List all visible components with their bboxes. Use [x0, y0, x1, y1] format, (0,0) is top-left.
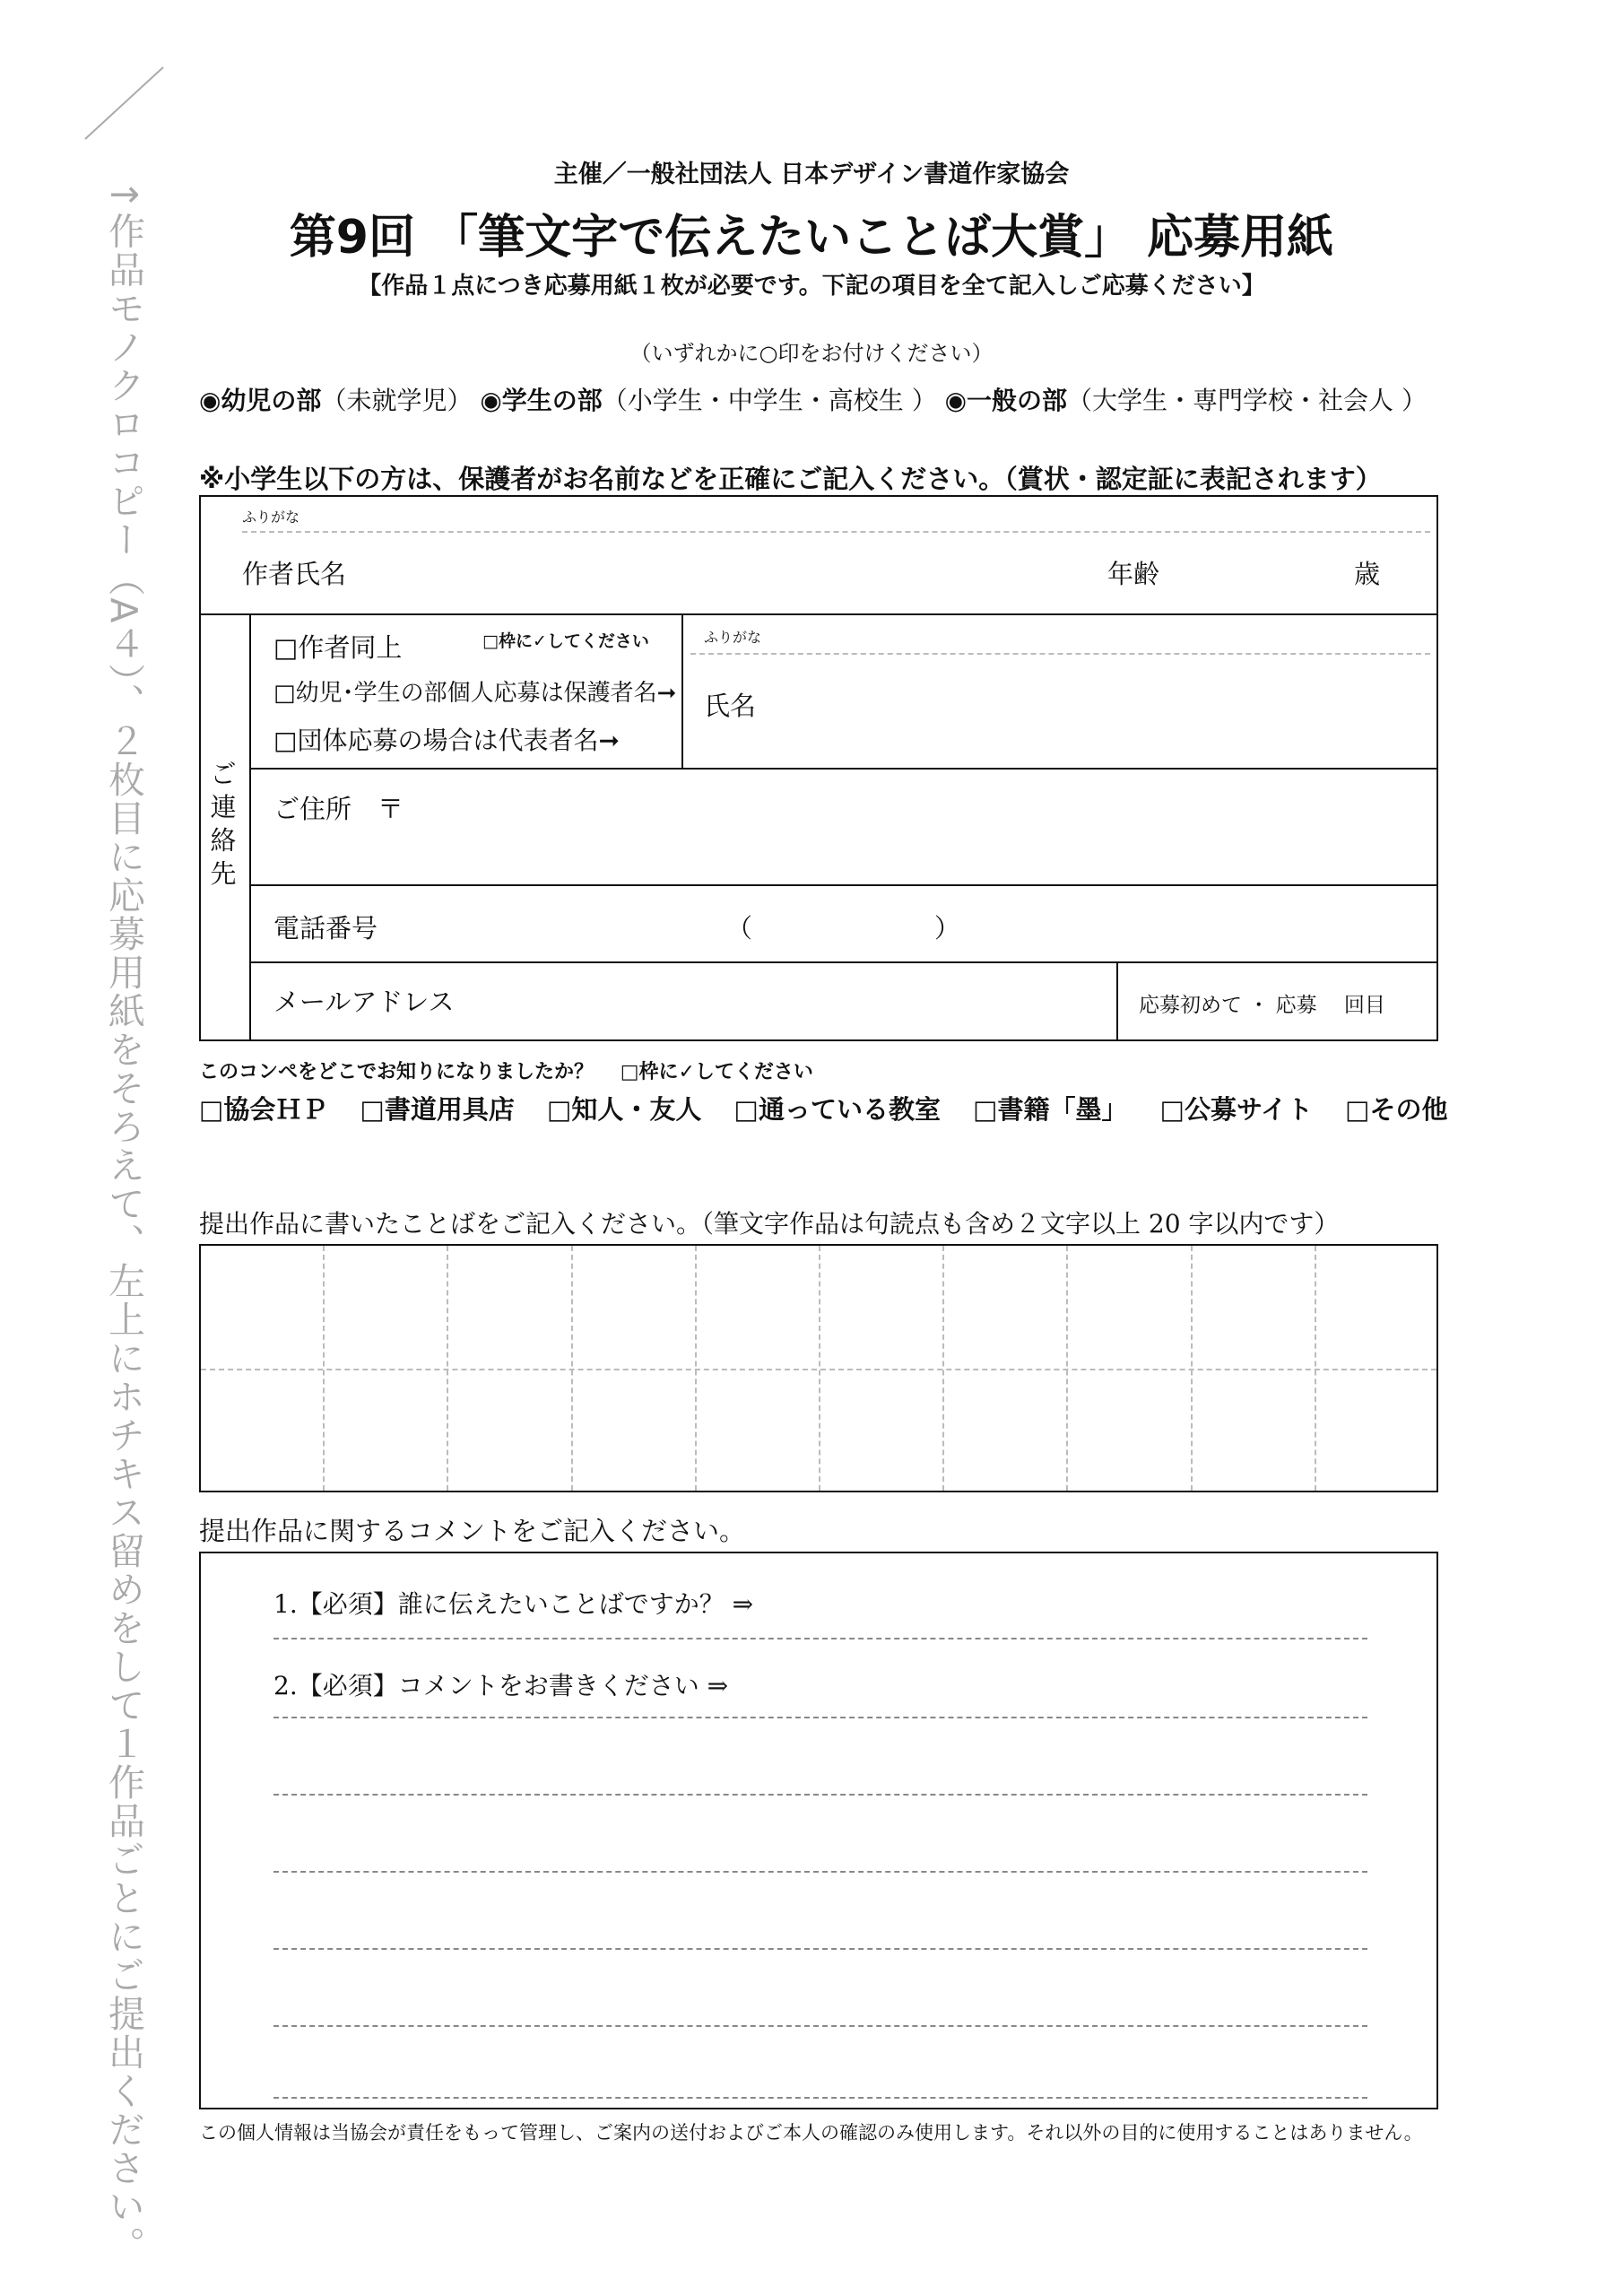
category-options [199, 381, 1427, 417]
requirement-note: 【作品１点につき応募用紙１枚が必要です。下記の項目を全て記入しご応募ください】 [358, 273, 1265, 300]
words-label: 提出作品に書いたことばをご記入ください。（筆文字作品は句読点も含め２文字以上 20 字以内です） [199, 1209, 1340, 1239]
age-unit: 歳 [1354, 559, 1381, 589]
comment-line [273, 1948, 1367, 1950]
source-option[interactable]: □通っている教室 [733, 1094, 941, 1125]
source-option[interactable]: □書籍「墨」 [973, 1094, 1128, 1125]
source-options [199, 1090, 1447, 1126]
phone-paren: （ ） [726, 913, 961, 944]
comment-line [273, 1638, 1367, 1639]
comment-question-2: 2.【必須】コメントをお書きください ⇒ [273, 1671, 729, 1700]
row-divider [249, 884, 1438, 886]
row-divider [249, 768, 1438, 770]
group-rep-checkbox[interactable]: □団体応募の場合は代表者名➞ [273, 726, 620, 755]
age-label: 年齢 [1107, 559, 1160, 589]
address-field[interactable] [421, 773, 1430, 881]
grid-row-line [201, 1369, 1436, 1370]
check-instruction: □枠に✓してください [482, 631, 649, 651]
contact-label: ご 連 絡 先 [210, 759, 237, 889]
corner-diagonal-line [81, 63, 170, 144]
source-option[interactable]: □書道用具店 [360, 1094, 515, 1125]
side-instruction-note: ↑作品モノクロコピー（A４）、２枚目に応募用紙をそろえて、左上にホチキス留めをして１作品ごとにご提出ください。 [102, 179, 145, 2265]
email-divider [1116, 961, 1118, 1041]
comment-label: 提出作品に関するコメントをご記入ください。 [199, 1516, 746, 1546]
email-label: メールアドレス [273, 987, 455, 1017]
contact-name-label: 氏名 [704, 691, 757, 721]
circle-instruction: （いずれかに○印をお付けください） [629, 341, 994, 366]
source-option[interactable]: □公募サイト [1159, 1094, 1313, 1125]
category-student[interactable]: ◉学生の部（小学生・中学生・高校生 ） [480, 386, 937, 415]
source-option[interactable]: □その他 [1345, 1094, 1448, 1125]
row-divider [249, 961, 1438, 963]
contact-furigana-label: ふりがな [704, 629, 762, 646]
comment-line [273, 1871, 1367, 1873]
comment-line [273, 1717, 1367, 1718]
contact-furigana-guide [690, 653, 1430, 655]
name-column-divider [681, 613, 683, 768]
contact-name-field[interactable] [771, 657, 1430, 764]
author-name-label: 作者氏名 [242, 559, 347, 589]
row-divider [199, 613, 1438, 615]
source-option[interactable]: □知人・友人 [547, 1094, 702, 1125]
privacy-footer: この個人情報は当協会が責任をもって管理し、ご案内の送付およびご本人の確認のみ使用します。それ以外の目的に使用することはありません。 [199, 2122, 1423, 2144]
comment-line [273, 2025, 1367, 2027]
source-question: このコンペをどこでお知りになりましたか？ □枠に✓してください [199, 1061, 813, 1083]
source-option[interactable]: □協会ＨＰ [199, 1094, 328, 1125]
comment-question-1: 1.【必須】誰に伝えたいことばですか？ ⇒ [273, 1589, 754, 1619]
category-infant[interactable]: ◉幼児の部（未就学児） [199, 386, 473, 415]
furigana-label: ふりがな [242, 509, 300, 526]
comment-line [273, 2097, 1367, 2099]
guardian-note: ※小学生以下の方は、保護者がお名前などを正確にご記入ください。（賞状・認定証に表記されます） [199, 464, 1382, 494]
organizer: 主催／一般社団法人 日本デザイン書道作家協会 [553, 161, 1070, 188]
address-label: ご住所 〒 [273, 794, 404, 824]
phone-label: 電話番号 [273, 913, 378, 944]
page-title: 第9回 「筆文字で伝えたいことば大賞」 応募用紙 [289, 211, 1334, 265]
application-count[interactable]: 応募初めて ・ 応募 回目 [1139, 994, 1385, 1017]
phone-field[interactable] [421, 890, 1430, 960]
age-field[interactable] [1166, 538, 1345, 610]
email-field[interactable] [484, 967, 1112, 1037]
contact-column-divider [249, 613, 251, 1041]
comment-line [273, 1794, 1367, 1796]
category-general[interactable]: ◉一般の部（大学生・専門学校・社会人 ） [944, 386, 1427, 415]
same-as-author-checkbox[interactable]: □作者同上 [273, 632, 403, 663]
guardian-name-checkbox[interactable]: □幼児･学生の部個人応募は保護者名➞ [273, 680, 677, 707]
